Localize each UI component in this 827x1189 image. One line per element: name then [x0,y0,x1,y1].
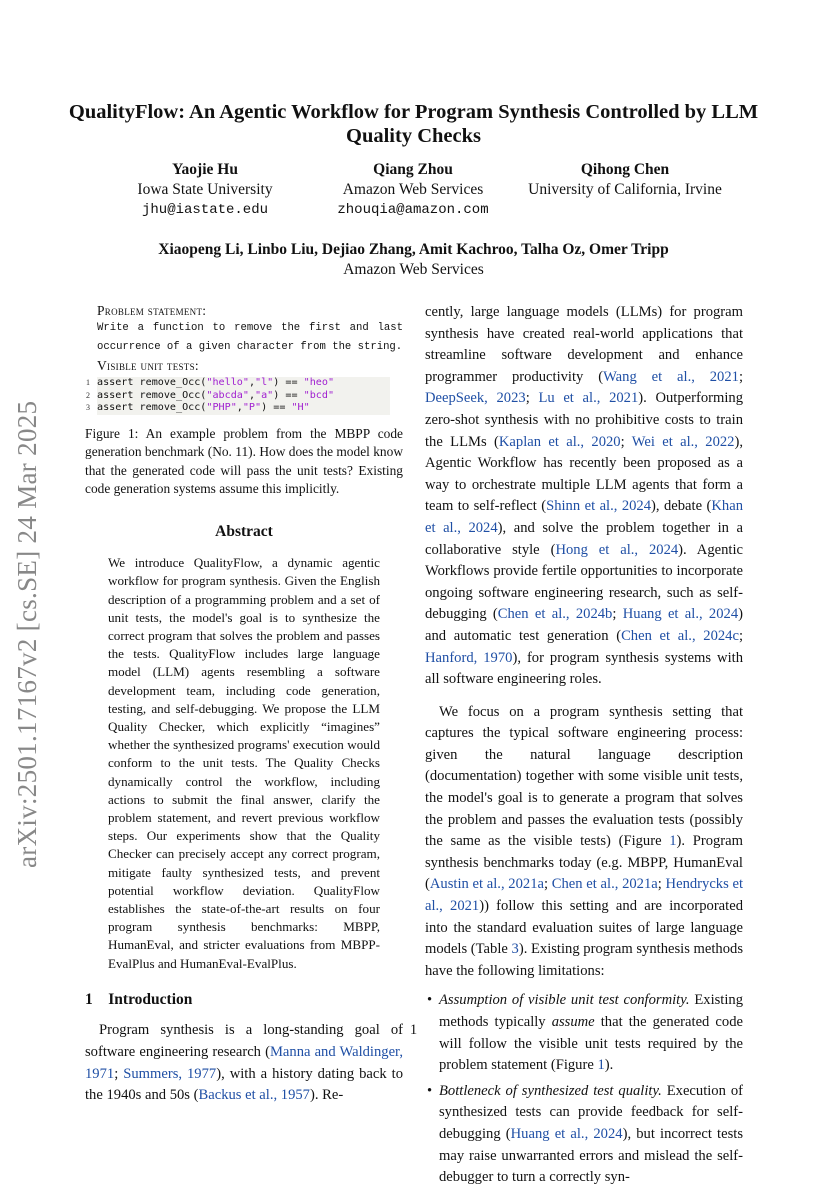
citation-link[interactable]: Chen et al., 2024b [497,606,613,623]
body-text: )) follow this setting and are incorporated into the standard evaluation suites of large language models (Table [425,898,743,958]
list-item [439,1081,743,1189]
body-text: ; [738,368,743,385]
italic-text: assume [551,1014,595,1030]
body-text: ; [612,606,623,623]
citation-link[interactable]: Kaplan et al., 2020 [498,433,621,450]
body-text: ; [620,433,632,450]
body-text: ), with a history dating back to the 1940s and 50s ( [85,1065,403,1104]
citation-link[interactable]: 1 [669,833,677,850]
citation-link[interactable]: Huang et al., 2024 [510,1125,623,1142]
author-affiliation: Iowa State University [137,181,273,198]
body-text: ) and automatic test generation ( [425,606,743,644]
citation-link[interactable]: 3 [511,941,519,958]
code-text: ) == [273,389,304,401]
author-affiliation: Amazon Web Services [342,181,484,198]
body-text: ), and solve the problem together in a collaborative style ( [425,519,743,558]
section-heading [85,989,403,1011]
citation-link[interactable]: Huang et al., 2024 [622,606,739,623]
section-number: 1 [85,990,93,1008]
figure-caption: Figure 1: An example problem from the MBPP code generation benchmark (No. 11). How does the model know that the generated code will pass the unit tests? Existing code generation systems assume this implicitly. [85,425,403,496]
body-text: ; [657,876,666,893]
body-text: ). Existing program synthesis methods have the following limitations: [425,941,743,979]
line-number: 1 [86,378,90,387]
body-text: ; [543,876,552,893]
italic-text: Assumption of visible unit test conformity. [439,992,690,1009]
body-text: ), but incorrect tests may raise unwarranted errors and mislead the self-debugger to turn a correctly syn- [439,1125,744,1186]
citation-link[interactable]: Shinn et al., 2024 [546,498,652,515]
arxiv-identifier: arXiv:2501.17167v2 [cs.SE] 24 Mar 2025 [12,400,42,868]
body-text: that the generated code will follow the visible unit tests required by the problem statement (Figure [439,1014,743,1074]
intro-paragraph [425,302,743,691]
citation-link[interactable]: Austin et al., 2021a [429,876,544,893]
code-text: assert remove_Occ( [97,389,207,401]
citation-link[interactable]: Summers, 1977 [123,1065,217,1082]
right-column [425,302,743,1189]
author-block [505,160,745,200]
abstract-text: We introduce QualityFlow, a dynamic agentic workflow for program synthesis. Given the English description of a programming problem and a set of unit tests, the model's goal is to synthesize the correct program that solves the problem and passes the tests. QualityFlow includes large language model (LLM) agents resembling a software development team, including code generation, testing, and self-debugging. We propose the LLM Quality Checker, which explicitly “imagines” whether the synthesized programs' execution would conform to the unit tests. The Quality Checks dynamically control the workflow, including actions to submit the final answer, clarify the problem statement, and revert previous workflow steps. Our experiments show that the Quality Checker can precisely accept any correct program, mitigate faulty synthesized tests, and prevent potential workflow deviation. QualityFlow establishes the state-of-the-art results on four program synthesis benchmarks: MBPP, HumanEval, and stricter evaluations from MBPP-EvalPlus and HumanEval-EvalPlus. [108,555,380,971]
problem-line: Write a function to remove the first and last [97,322,403,334]
left-column [85,302,403,1107]
citation-link[interactable]: Chen et al., 2024c [621,627,739,644]
author-block-2 [60,240,767,280]
body-text: ). Program synthesis benchmarks today (e.g. MBPP, HumanEval ( [425,833,743,893]
intro-paragraph [425,702,743,983]
body-text: ), for program synthesis systems with all software engineering roles. [425,649,743,688]
body-text: Program synthesis is a long-standing goal of software engineering research ( [85,1022,403,1060]
code-text: ) == [273,377,304,388]
body-text: ). Re- [309,1087,344,1104]
citation-link[interactable]: Hong et al., 2024 [555,541,679,558]
tests-heading: Visible unit tests: [97,358,199,373]
body-text: cently, large language models (LLMs) for program synthesis have created real-world applications that streamline software development and enhance programmer productivity ( [425,304,743,385]
author-name: Yaojie Hu [172,161,238,178]
body-text: Existing methods typically [439,992,744,1030]
body-text: ), Agentic Workflow has recently been proposed as a way to orchestrate multiple LLM agents that form a team to self-reflect ( [425,433,743,515]
citation-link[interactable]: 1 [597,1057,605,1074]
line-number: 2 [86,390,90,400]
code-text: assert remove_Occ( [97,377,207,388]
citation-link[interactable]: Khan et al., 2024 [425,498,743,536]
citation-link[interactable]: DeepSeek, 2023 [425,390,526,407]
page-number: 1 [409,1022,418,1038]
author-email[interactable]: jhu@iastate.edu [141,202,269,218]
code-string: "P" [242,402,262,413]
citation-link[interactable]: Chen et al., 2021a [551,876,658,893]
citation-link[interactable]: Hanford, 1970 [425,649,513,666]
code-string: "PHP" [206,402,237,413]
body-text: ; [525,390,539,407]
citation-link[interactable]: Backus et al., 1957 [198,1087,310,1104]
code-string: "bcd" [303,389,335,401]
citation-link[interactable]: Lu et al., 2021 [538,390,639,407]
citation-link[interactable]: Wang et al., 2021 [603,368,739,385]
section-title: Introduction [108,990,193,1008]
author-names: Xiaopeng Li, Linbo Liu, Dejiao Zhang, Amit Kachroo, Talha Oz, Omer Tripp [158,241,669,258]
code-line: 3 assert remove_Occ("PHP","P") == "H" [97,402,390,415]
body-text: ), debate ( [651,498,712,515]
body-text: ). Outperforming zero-shot synthesis with no prohibitive costs to train the LLMs ( [425,390,743,450]
code-text: assert remove_Occ( [97,402,207,413]
citation-link[interactable]: Manna and Waldinger, 1971 [85,1043,403,1082]
code-string: "hello" [206,377,249,388]
limitations-list [425,990,743,1188]
paper-title: QualityFlow: An Agentic Workflow for Program Synthesis Controlled by LLM Quality Checks [68,101,759,147]
code-string: "abcda" [206,389,249,401]
body-text: Execution of synthesized tests can provide feedback for self-debugging ( [439,1082,743,1142]
body-text: ; [114,1065,124,1082]
code-line: 1 assert remove_Occ("hello","l") == "heo" [97,377,390,390]
problem-line: occurrence of a given character from the string. [97,341,403,353]
code-string: "H" [291,402,310,413]
body-text: ). [604,1057,614,1074]
author-affiliation: University of California, Irvine [528,181,722,198]
code-text: ) == [261,402,292,413]
abstract-heading: Abstract [215,522,273,540]
italic-text: Bottleneck of synthesized test quality. [439,1082,662,1099]
author-name: Qihong Chen [580,161,670,178]
figure-1 [85,302,403,374]
code-string: "l" [255,377,274,388]
unit-tests-code [85,377,390,415]
author-name: Qiang Zhou [373,161,453,178]
body-text: We focus on a program synthesis setting that captures the typical software engineering process: given the natural language description (documentation) together with some visible unit tests, the model's goal is to generate a program that solves the problem and passes the evaluation tests (possibly the same as the visible tests) (Figure [425,703,743,850]
body-text: ). Agentic Workflows provide fertile opportunities to incorporate ongoing software engineering research, such as self-debugging ( [425,541,743,623]
code-line: 2 assert remove_Occ("abcda","a") == "bcd" [97,390,390,403]
author-affiliation: Amazon Web Services [343,261,484,278]
author-block [120,160,290,220]
author-block [325,160,501,220]
author-email[interactable]: zhouqia@amazon.com [337,202,489,218]
code-string: "a" [255,389,274,401]
line-number: 3 [86,403,90,412]
citation-link[interactable]: Wei et al., 2022 [631,433,735,450]
body-text: ; [738,627,744,644]
citation-link[interactable]: Hendrycks et al., 2021 [425,876,744,915]
code-string: "heo" [303,377,335,388]
problem-heading: Problem statement: [97,303,207,318]
